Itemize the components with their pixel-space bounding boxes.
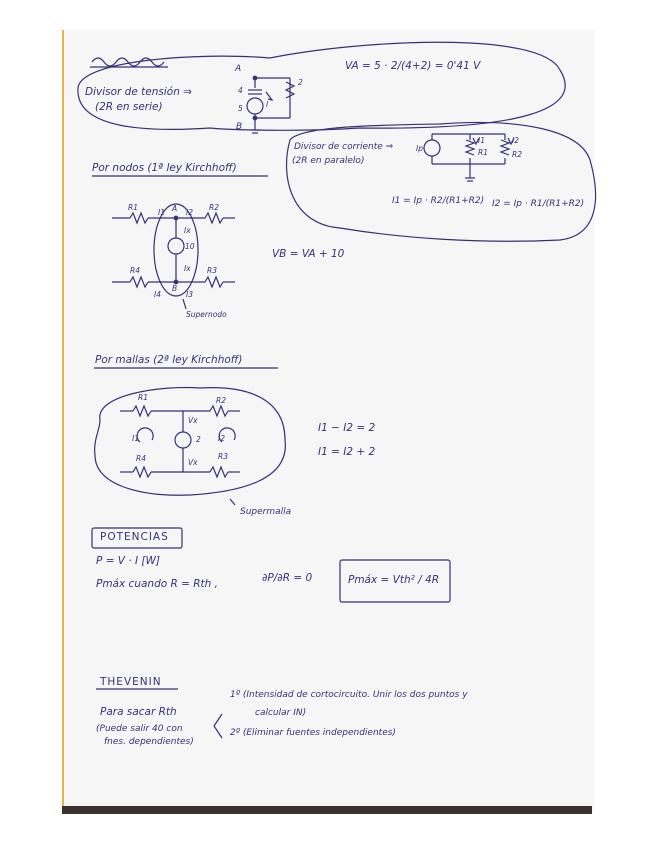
thevenin-left-3: fnes. dependientes) <box>104 737 194 747</box>
meshes-eq-2: I1 = I2 + 2 <box>318 446 376 458</box>
nodes-r4: R4 <box>130 266 140 275</box>
current-divider-bubble <box>287 123 596 242</box>
mesh-current-source-symbol <box>175 432 191 448</box>
current-divider-subtitle: (2R en paralelo) <box>292 156 365 166</box>
nodes-equation: VB = VA + 10 <box>272 248 345 260</box>
node-b-label: B <box>236 122 243 132</box>
current-divider-r1: R1 <box>478 148 488 157</box>
meshes-i2: I2 <box>218 434 225 443</box>
meshes-r2: R2 <box>216 396 226 405</box>
power-formula: P = V · I [W] <box>96 555 161 567</box>
nodes-r2: R2 <box>209 203 219 212</box>
nodes-r1: R1 <box>128 203 138 212</box>
voltage-divider-val-4: 4 <box>238 86 243 95</box>
voltage-divider-current-label: I <box>266 100 269 109</box>
thevenin-title: THEVENIN <box>100 676 162 688</box>
nodes-i2: I2 <box>186 208 193 217</box>
meshes-r3: R3 <box>218 452 228 461</box>
nodes-node-b: B <box>172 284 178 293</box>
meshes-r1: R1 <box>138 393 148 402</box>
power-boxed-formula: Pmáx = Vth² / 4R <box>348 574 440 586</box>
dependent-source-symbol <box>168 238 184 254</box>
nodes-i3: I3 <box>186 290 193 299</box>
voltage-divider-title: Divisor de tensión ⇒ <box>85 86 192 98</box>
thevenin-step-1a: 1º (Intensidad de cortocircuito. Unir los dos puntos y <box>230 690 468 700</box>
current-divider-formula-1: I1 = Ip · R2/(R1+R2) <box>392 196 485 206</box>
meshes-i1: I1 <box>132 434 139 443</box>
current-divider-ip: Ip <box>416 144 423 153</box>
nodes-source-val: 10 <box>185 242 195 251</box>
nodes-ix-top: Ix <box>184 226 191 235</box>
voltage-source-symbol <box>247 98 263 114</box>
node-a-label: A <box>235 64 242 74</box>
nodes-r3: R3 <box>207 266 217 275</box>
power-title: POTENCIAS <box>100 531 169 543</box>
nodes-section-title: Por nodos (1ª ley Kirchhoff) <box>92 162 237 174</box>
supernode-label: Supernodo <box>186 310 227 319</box>
nodes-node-a: A <box>172 204 178 213</box>
meshes-vx-bottom: Vx <box>188 458 198 467</box>
thevenin-step-1b: calcular IN) <box>255 708 307 718</box>
meshes-vx-top: Vx <box>188 416 198 425</box>
nodes-i1: I1 <box>158 208 165 217</box>
current-source-symbol <box>424 140 440 156</box>
meshes-section-title: Por mallas (2ª ley Kirchhoff) <box>95 354 243 366</box>
current-divider-r2: R2 <box>512 150 522 159</box>
meshes-r4: R4 <box>136 454 146 463</box>
voltage-divider-val-5: 5 <box>238 104 243 113</box>
thevenin-step-2: 2º (Eliminar fuentes independientes) <box>230 728 396 738</box>
current-divider-i1: I1 <box>478 136 485 145</box>
thevenin-left-2: (Puede salir 40 con <box>96 724 183 734</box>
nodes-ix-mid: Ix <box>184 264 191 273</box>
current-divider-formula-2: I2 = Ip · R1/(R1+R2) <box>492 199 585 209</box>
power-derivative: ∂P/∂R = 0 <box>262 572 313 584</box>
voltage-divider-val-2: 2 <box>298 78 303 87</box>
current-divider-i2: I2 <box>512 136 519 145</box>
meshes-eq-1: I1 − I2 = 2 <box>318 422 376 434</box>
supermesh-bubble <box>95 387 286 495</box>
power-pmax-when: Pmáx cuando R = Rth , <box>96 578 219 590</box>
thevenin-left-1: Para sacar Rth <box>100 706 177 718</box>
current-divider-title: Divisor de corriente ⇒ <box>294 142 394 152</box>
nodes-i4: I4 <box>154 290 161 299</box>
meshes-source-val: 2 <box>196 435 201 444</box>
voltage-divider-formula: VA = 5 · 2/(4+2) = 0'41 V <box>345 60 481 72</box>
supermesh-label: Supermalla <box>240 507 292 517</box>
voltage-divider-subtitle: (2R en serie) <box>95 101 163 113</box>
